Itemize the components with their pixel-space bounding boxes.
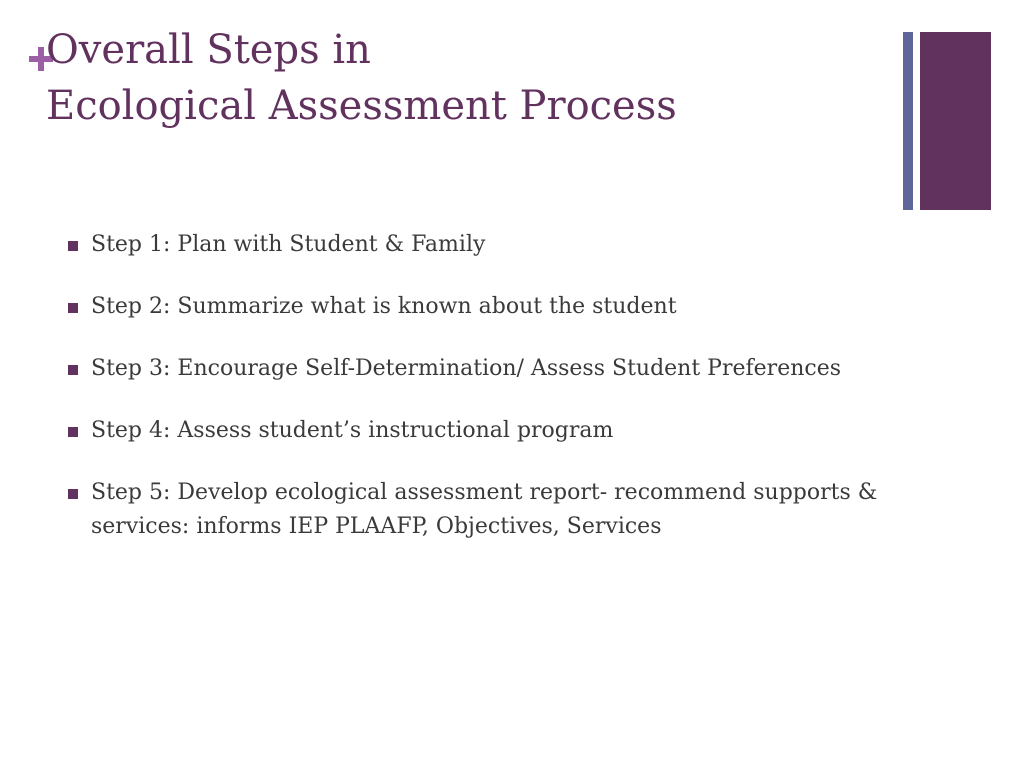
bullet-item-step-4 bbox=[68, 414, 888, 448]
square-bullet-icon bbox=[68, 427, 78, 437]
bullet-text: Step 1: Plan with Student & Family bbox=[91, 232, 486, 257]
square-bullet-icon bbox=[68, 241, 78, 251]
square-bullet-icon bbox=[68, 303, 78, 313]
decorative-bar-thick bbox=[920, 32, 991, 210]
slide-title bbox=[46, 22, 677, 134]
bullet-text: Step 3: Encourage Self-Determination/ Assess Student Preferences bbox=[91, 356, 842, 381]
slide-title-line-2: Ecological Assessment Process bbox=[46, 83, 677, 129]
square-bullet-icon bbox=[68, 365, 78, 375]
slide-title-line-1: Overall Steps in bbox=[46, 27, 371, 73]
square-bullet-icon bbox=[68, 489, 78, 499]
bullet-item-step-3 bbox=[68, 352, 888, 386]
bullet-text: Step 5: Develop ecological assessment report- recommend supports & services: informs IEP PLAAFP, Objectives, Services bbox=[91, 480, 878, 539]
bullet-text: Step 2: Summarize what is known about the student bbox=[91, 294, 677, 319]
bullet-item-step-2 bbox=[68, 290, 888, 324]
bullet-item-step-5 bbox=[68, 476, 888, 544]
decorative-bar-thin bbox=[903, 32, 913, 210]
bullet-text: Step 4: Assess student’s instructional program bbox=[91, 418, 614, 443]
bullet-list bbox=[68, 228, 888, 572]
bullet-item-step-1 bbox=[68, 228, 888, 262]
